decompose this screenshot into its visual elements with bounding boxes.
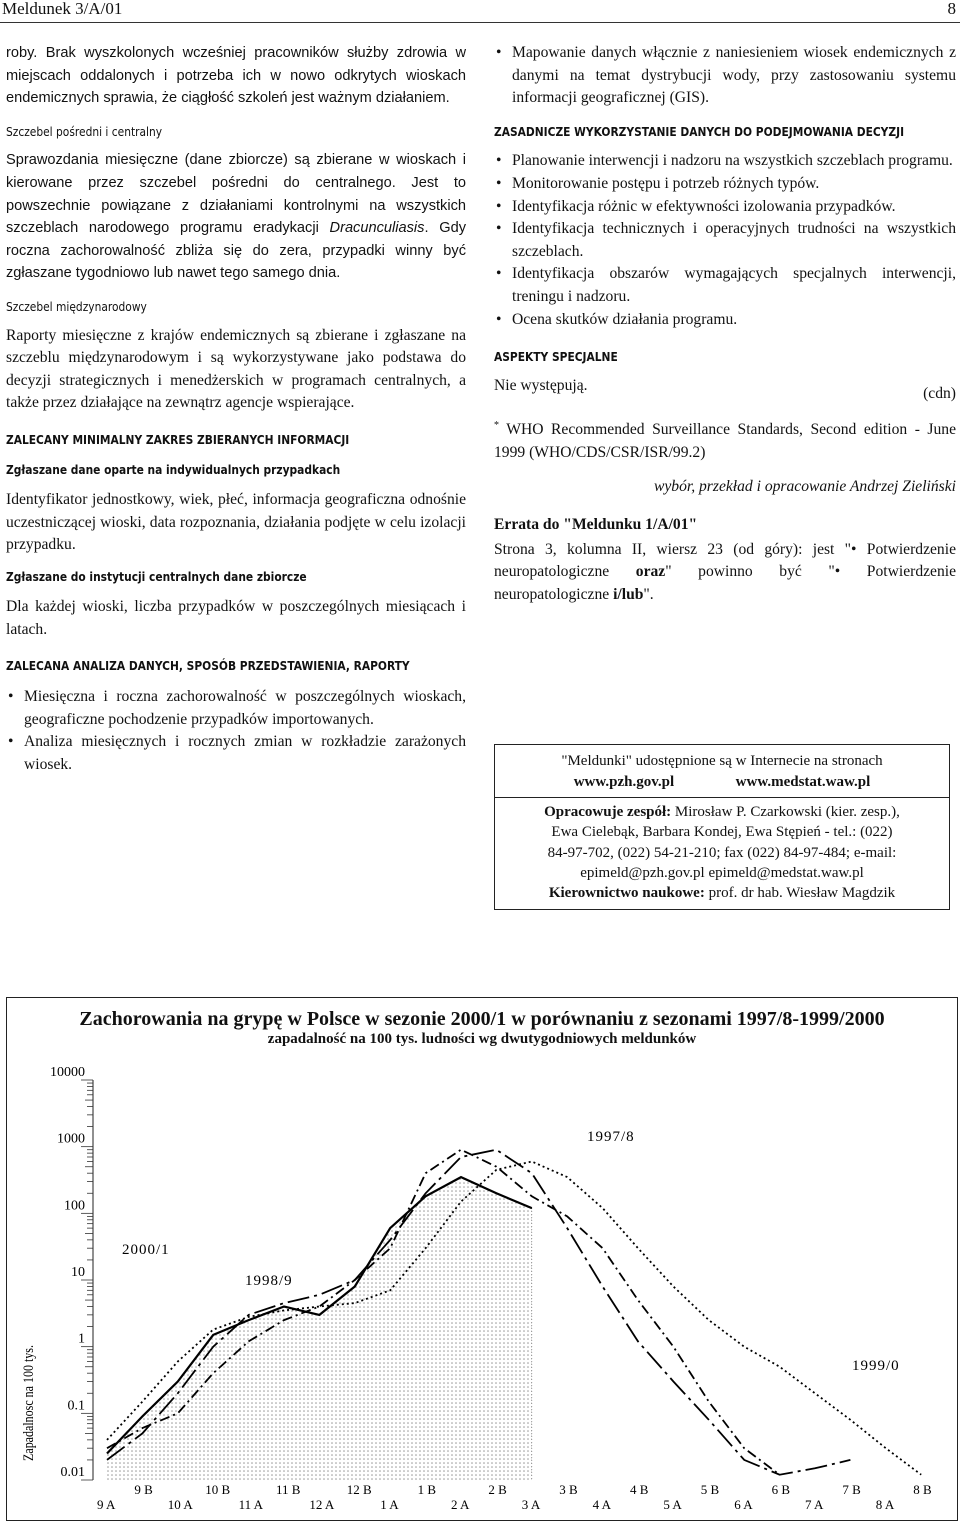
- x-tick-label: 1 A: [380, 1497, 399, 1512]
- bullet-list: [494, 150, 956, 331]
- paragraph: roby. Brak wyszkolonych wcześniej pracowników służby zdrowia w miejscach oddalonych i potrzeba ich w nowo odkrytych wioskach endemicznych sprawia, że ciągłość szkoleń jest ważnym działaniem.: [6, 45, 466, 107]
- x-tick-label: 10 A: [167, 1497, 193, 1512]
- team-line: [495, 802, 949, 822]
- errata-bold: oraz: [635, 563, 666, 581]
- y-tick-label: 10: [71, 1265, 85, 1280]
- x-tick-label: 2 B: [488, 1482, 507, 1497]
- paragraph-text: Jest to powszechnie powiązane z działaniami kontrolnymi na wszystkich szczeblach narodowego programu eradykacji: [6, 174, 467, 237]
- x-tick-label: 1 B: [417, 1482, 437, 1497]
- series-label: 1999/0: [852, 1358, 900, 1374]
- chart-title: Zachorowania na grypę w Polsce w sezonie 2000/1 w porównaniu z sezonami 1997/8-1999/2000: [79, 1008, 885, 1030]
- team-text: Mirosław P. Czarkowski (kier. zesp.),: [671, 804, 900, 820]
- x-tick-label: 7 A: [805, 1497, 824, 1512]
- y-tick-label: 0.1: [67, 1398, 85, 1414]
- x-tick-label: 2 A: [451, 1497, 470, 1512]
- right-column: [494, 42, 956, 607]
- series-label: 1998/9: [245, 1273, 293, 1289]
- x-tick-label: 8 B: [913, 1482, 932, 1497]
- list-item: • Identyfikacja różnic w efektywności izolowania przypadków.: [494, 196, 956, 219]
- science-label: Kierownictwo naukowe:: [548, 885, 705, 901]
- section-heading: ZALECANA ANALIZA DANYCH, SPOSÓB PRZEDSTAWIENIA, RAPORTY: [6, 657, 410, 673]
- page-number: 8: [947, 0, 956, 18]
- team-label: Opracowuje zespół:: [544, 804, 672, 820]
- footnote: [494, 415, 956, 464]
- paragraph-text: Sprawozdania miesięczne (dane zbiorcze) są zbierane w wioskach i kierowane przez szczebel pośredni do centralnego.: [6, 152, 466, 191]
- list-item: • Miesięczna i roczna zachorowalność w poszczególnych wioskach, geograficzne pochodzenie przypadków importowanych.: [6, 686, 466, 731]
- team-line: Ewa Cielebąk, Barbara Kondej, Ewa Stępień - tel.: (022): [551, 824, 893, 840]
- url-link[interactable]: www.pzh.gov.pl: [573, 774, 675, 790]
- y-tick-label: 1: [78, 1331, 85, 1347]
- bullet-list: [6, 686, 466, 776]
- list-item: • Planowanie interwencji i nadzoru na wszystkich szczeblach programu.: [494, 150, 956, 173]
- x-tick-label: 6 A: [734, 1497, 753, 1512]
- subsection-heading: Zgłaszane do instytucji centralnych dane zbiorcze: [6, 568, 307, 584]
- science-line: [495, 883, 949, 903]
- paragraph-text: Nie występują.: [494, 376, 588, 394]
- x-tick-label: 3 A: [521, 1497, 541, 1512]
- italic-term: Dracunculiasis: [329, 220, 425, 237]
- footnote-text: WHO Recommended Surveillance Standards, Second edition - June 1999 (WHO/CDS/CSR/ISR/99.2): [494, 421, 957, 462]
- errata-part: Strona 3, kolumna II, wiersz 23 (od góry): jest "• Potwierdzenie neuropatologiczne: [494, 540, 956, 581]
- x-tick-label: 9 A: [97, 1497, 116, 1512]
- list-item: • Identyfikacja technicznych i operacyjnych trudności na wszystkich szczeblach.: [494, 218, 956, 263]
- section-heading: Szczebel pośredni i centralny: [6, 123, 163, 139]
- list-item: • Mapowanie danych włącznie z naniesieniem wiosek endemicznych z danymi na temat dystrybucji wody, przy zastosowaniu systemu informacji geograficznej (GIS).: [494, 42, 956, 110]
- x-tick-label: 3 B: [559, 1482, 578, 1497]
- x-tick-label: 12 B: [346, 1482, 372, 1497]
- bulletin-title: Meldunek 3/A/01: [2, 0, 123, 18]
- subsection-heading: Zgłaszane dane oparte na indywidualnych przypadkach: [6, 461, 341, 477]
- section-heading: Szczebel międzynarodowy: [6, 298, 147, 314]
- continued-note: (cdn): [923, 384, 956, 402]
- internet-note: "Meldunki" udostępnione są w Internecie na stronach: [561, 753, 883, 769]
- paragraph: Raporty miesięczne z krajów endemicznych są zbierane i zgłaszane na szczeblu międzynarodowym i są wykorzystywane jako podstawa do decyzji strategicznych i menedżerskich w programach centralnych, a także przez działające na zewnątrz agencje wspierające.: [6, 326, 466, 412]
- y-axis-title: Zapadalnosc na 100 tys.: [19, 1345, 37, 1461]
- y-tick-label: 0.01: [60, 1465, 85, 1480]
- errata-bold: i/lub: [613, 586, 644, 604]
- section-heading: ZASADNICZE WYKORZYSTANIE DANYCH DO PODEJMOWANIA DECYZJI: [494, 123, 905, 139]
- list-item: • Analiza miesięcznych i rocznych zmian w rozkładzie zarażonych wiosek.: [6, 731, 466, 776]
- footnote-mark: *: [494, 420, 499, 432]
- errata-title: Errata do "Meldunku 1/A/01": [494, 516, 698, 534]
- series-area-2000-1: [107, 1177, 532, 1480]
- page-header: [0, 0, 960, 22]
- bullet-list: [494, 42, 956, 110]
- x-tick-label: 8 A: [875, 1497, 895, 1512]
- x-tick-label: 9 B: [134, 1482, 153, 1497]
- list-item: • Identyfikacja obszarów wymagających specjalnych interwencji, treningu i nadzoru.: [494, 263, 956, 308]
- paragraph-text: . Gdy roczna zachorowalność zbliża się do zera, przypadki winny być zgłaszane tygodniowo lub nawet tego samego dnia.: [6, 220, 466, 282]
- list-item: • Monitorowanie postępu i potrzeb różnych typów.: [494, 173, 956, 196]
- section-heading: ZALECANY MINIMALNY ZAKRES ZBIERANYCH INFORMACJI: [6, 431, 350, 447]
- chart-subtitle: zapadalność na 100 tys. ludności wg dwutygodniowych meldunków: [267, 1031, 697, 1047]
- team-line: 84-97-702, (022) 54-21-210; fax (022) 84-97-484; e-mail:: [547, 845, 897, 861]
- y-tick-label: 100: [64, 1198, 85, 1214]
- errata-part: ".: [643, 586, 654, 604]
- left-column: [6, 42, 466, 777]
- x-tick-label: 11 A: [238, 1497, 264, 1512]
- x-tick-label: 6 B: [771, 1482, 791, 1497]
- list-item: • Ocena skutków działania programu.: [494, 309, 956, 332]
- paragraph: Dla każdej wioski, liczba przypadków w poszczególnych miesiącach i latach.: [6, 598, 466, 639]
- science-text: prof. dr hab. Wiesław Magdzik: [704, 885, 896, 901]
- urls-line: [495, 772, 949, 792]
- paragraph: [494, 375, 956, 402]
- y-tick-label: 1000: [57, 1131, 85, 1147]
- series-label: 1997/8: [587, 1129, 635, 1145]
- x-tick-label: 5 A: [663, 1497, 682, 1512]
- x-tick-label: 4 B: [630, 1482, 649, 1497]
- series-label: 2000/1: [122, 1242, 170, 1258]
- translator-credit: wybór, przekład i opracowanie Andrzej Zieliński: [653, 477, 956, 495]
- x-tick-label: 5 B: [700, 1482, 720, 1497]
- x-tick-label: 11 B: [276, 1482, 301, 1497]
- errata-part: " powinno być "• Potwierdzenie neuropatologiczne: [494, 563, 957, 604]
- box-divider: [495, 797, 949, 798]
- x-tick-label: 4 A: [592, 1497, 612, 1512]
- x-tick-label: 7 B: [842, 1482, 861, 1497]
- influenza-chart: [6, 997, 958, 1521]
- x-tick-label: 12 A: [309, 1497, 335, 1512]
- chart-svg: [7, 998, 957, 1520]
- paragraph: Identyfikator jednostkowy, wiek, płeć, informacja geograficzna odnośnie uczestniczącej wioski, data rozpoznania, działania podjęte w celu izolacji przypadku.: [6, 491, 466, 554]
- errata-text: [494, 539, 956, 607]
- y-tick-label: 10000: [50, 1065, 85, 1080]
- url-link[interactable]: www.medstat.waw.pl: [735, 774, 871, 790]
- info-box: [494, 744, 950, 910]
- email-line[interactable]: epimeld@pzh.gov.pl epimeld@medstat.waw.pl: [580, 865, 864, 881]
- x-tick-label: 10 B: [205, 1482, 231, 1497]
- section-heading: ASPEKTY SPECJALNE: [494, 349, 618, 365]
- header-rule: [0, 22, 960, 23]
- paragraph: [6, 149, 466, 285]
